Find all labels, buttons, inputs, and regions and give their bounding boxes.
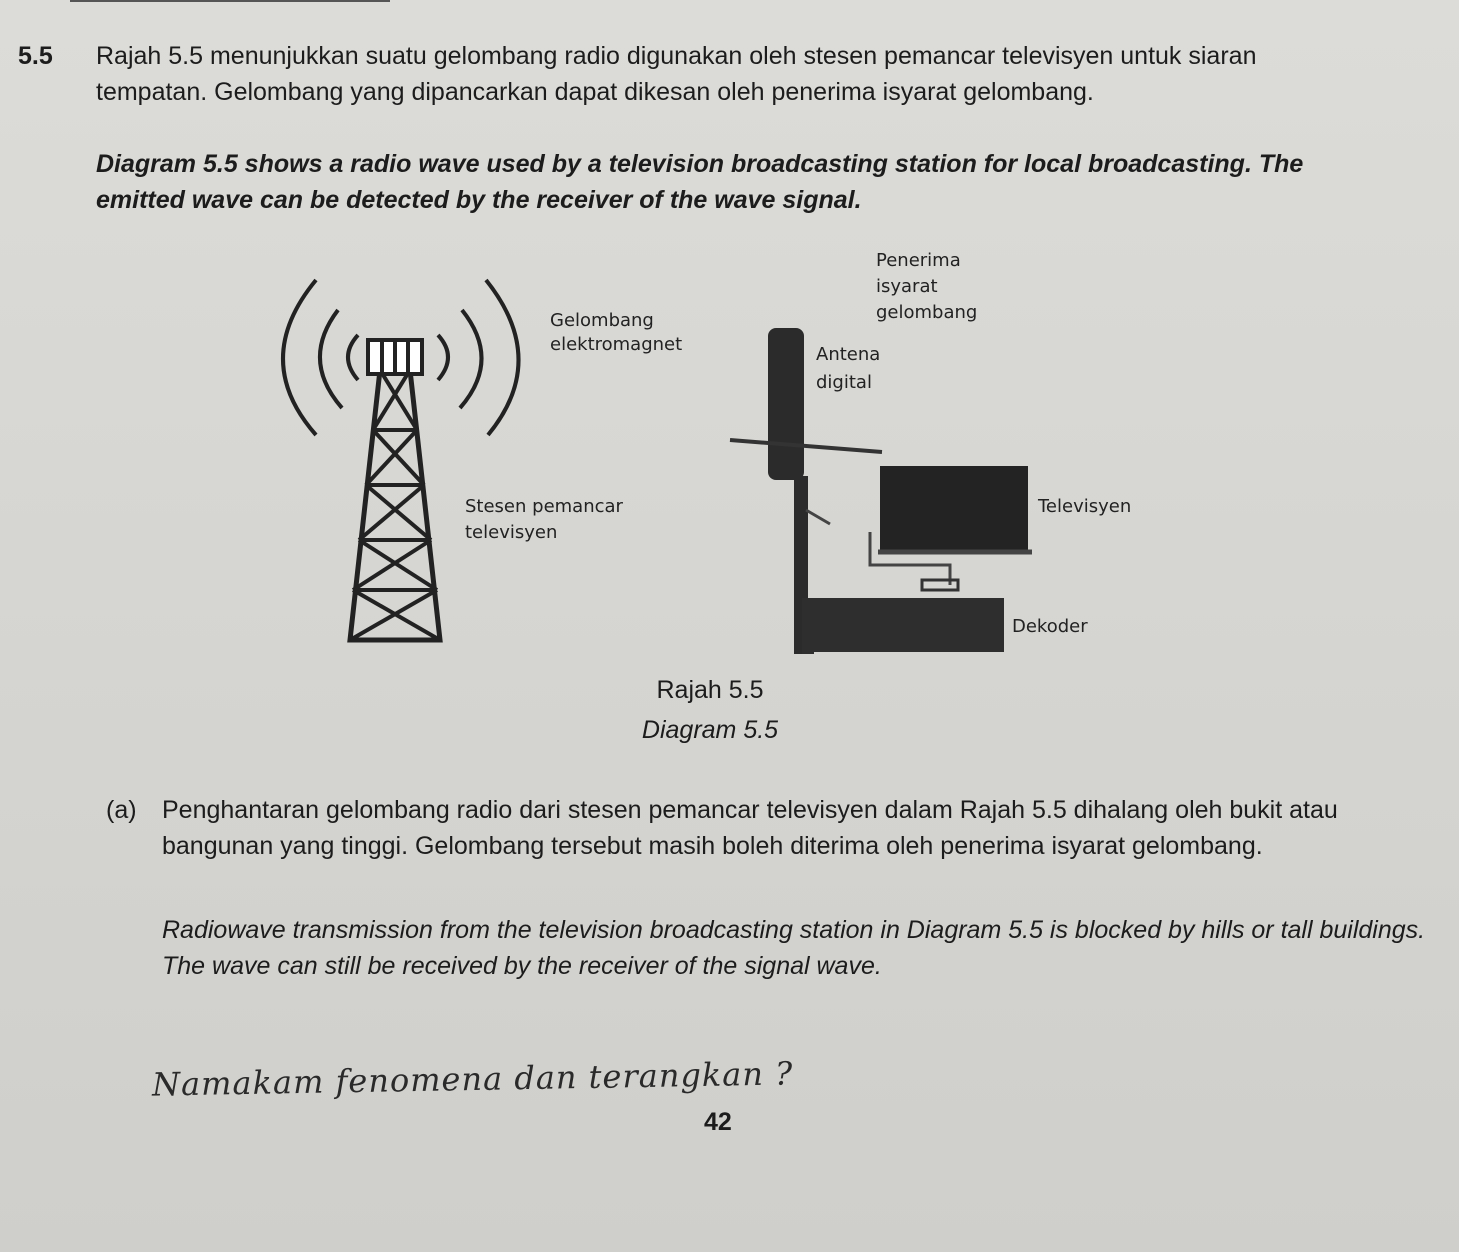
wave-label-line2: elektromagnet xyxy=(550,334,683,355)
decoder-icon xyxy=(802,580,1004,654)
tv-label: Televisyen xyxy=(1038,496,1132,517)
diagram-caption-malay: Rajah 5.5 xyxy=(656,676,764,704)
decoder-label: Dekoder xyxy=(1012,616,1088,637)
receiver-label-line1: Penerima xyxy=(876,250,961,271)
diagram-caption-english: Diagram 5.5 xyxy=(641,716,779,744)
page-number: 42 xyxy=(704,1108,732,1136)
receiver-label-line2: isyarat xyxy=(876,276,938,297)
intro-malay: Rajah 5.5 menunjukkan suatu gelombang radio digunakan oleh stesen pemancar televisyen untuk siaran tempatan. Gelombang yang dipancarkan dapat dikesan oleh penerima isyarat gelombang. xyxy=(96,42,1257,106)
antenna-label-line2: digital xyxy=(816,372,872,393)
station-label-line1: Stesen pemancar xyxy=(465,496,623,517)
antenna-label-line1: Antena xyxy=(816,344,881,365)
part-a-english: Radiowave transmission from the television broadcasting station in Diagram 5.5 is blocked by hills or tall buildings. The wave can still be received by the receiver of the signal wave. xyxy=(162,916,1426,980)
wave-label-line1: Gelombang xyxy=(550,310,654,331)
part-a-malay: Penghantaran gelombang radio dari stesen pemancar televisyen dalam Rajah 5.5 dihalang oleh bukit atau bangunan yang tinggi. Gelombang tersebut masih boleh diterima oleh penerima isyarat gelombang. xyxy=(162,796,1338,860)
question-number: 5.5 xyxy=(18,42,53,70)
part-a-label: (a) xyxy=(106,796,137,824)
station-label-line2: televisyen xyxy=(465,522,558,543)
handwritten-note: Namakam fenomena dan terangkan ? xyxy=(151,1054,794,1104)
transmission-tower-icon xyxy=(350,340,440,640)
receiver-label-line3: gelombang xyxy=(876,302,978,323)
television-icon xyxy=(878,466,1032,552)
top-rule xyxy=(70,0,390,2)
diagram-5-5 xyxy=(250,240,1210,670)
intro-english: Diagram 5.5 shows a radio wave used by a television broadcasting station for local broadcasting. The emitted wave can be detected by the receiver of the wave signal. xyxy=(96,150,1304,214)
